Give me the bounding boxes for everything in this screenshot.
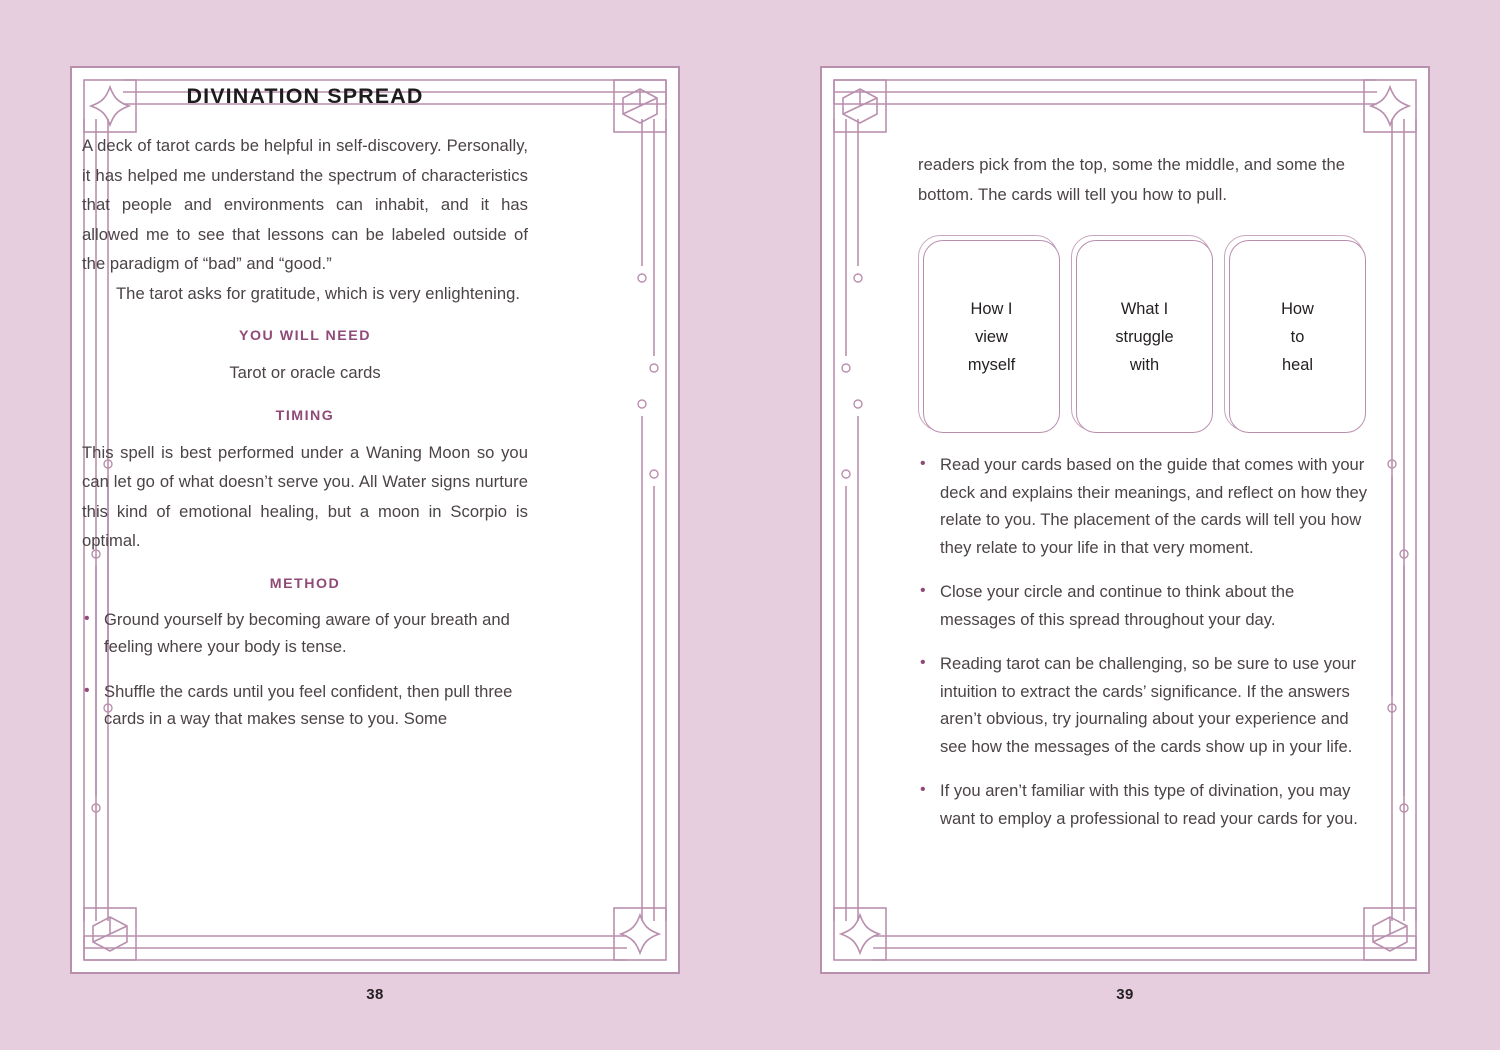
right-bullet-item: • Reading tarot can be challenging, so be sure to use your intuition to extract the cards’ significance. If the answers aren’t obvious, try journaling about your experience and see how the messages of the cards show up in your life. <box>918 650 1368 760</box>
you-will-need-heading: YOU WILL NEED <box>239 328 371 344</box>
method-bullet-item: • Shuffle the cards until you feel confident, then pull three cards in a way that makes sense to you. Some <box>82 678 528 733</box>
tarot-card <box>1071 235 1215 435</box>
right-page-content <box>918 150 1368 890</box>
tarot-card-label: How to heal <box>1281 299 1314 374</box>
method-heading: METHOD <box>269 575 341 592</box>
tarot-card <box>918 235 1062 435</box>
tarot-card-label: What I struggle with <box>1115 299 1174 374</box>
page-number-right: 39 <box>1116 986 1134 1003</box>
right-bullet-item: • Close your circle and continue to think about the messages of this spread throughout your day. <box>918 578 1368 633</box>
intro-paragraph: A deck of tarot cards be helpful in self-discovery. Personally, it has helped me understand the spectrum of characteristics that people and environments can inhabit, and it has allowed me to see that lessons can be labeled outside of the paradigm of “bad” and “good.” <box>82 136 528 273</box>
right-bullet-item: • If you aren’t familiar with this type of divination, you may want to employ a professional to read your cards for you. <box>918 777 1368 832</box>
tarot-card-row <box>918 235 1368 435</box>
right-bullet-item: • Read your cards based on the guide that comes with your deck and explains their meanings, and reflect on how they relate to you. The placement of the cards will tell you how they relate to your life in that very moment. <box>918 451 1368 561</box>
tarot-card-inner-border <box>1076 240 1213 433</box>
left-page-content <box>82 84 528 824</box>
tarot-card-inner-border <box>1229 240 1366 433</box>
you-will-need-text: Tarot or oracle cards <box>229 363 381 382</box>
tarot-card-inner-border <box>923 240 1060 433</box>
method-bullet-item: • Ground yourself by becoming aware of your breath and feeling where your body is tense. <box>82 606 528 661</box>
tarot-card-label: How I view myself <box>967 299 1016 374</box>
timing-text: This spell is best performed under a Waning Moon so you can let go of what doesn’t serve you. All Water signs nurture this kind of emotional healing, but a moon in Scorpio is optimal. <box>82 442 528 550</box>
right-page-bullet-list <box>918 451 1368 832</box>
tarot-card <box>1224 235 1368 435</box>
page-number-left: 38 <box>366 986 384 1003</box>
timing-heading: TIMING <box>275 407 335 424</box>
continuation-paragraph: readers pick from the top, some the middle, and some the bottom. The cards will tell you how to pull. <box>918 155 1346 204</box>
page-title: DIVINATION SPREAD <box>186 84 424 108</box>
second-paragraph: The tarot asks for gratitude, which is very enlightening. <box>116 283 521 303</box>
method-bullet-list <box>82 606 528 733</box>
